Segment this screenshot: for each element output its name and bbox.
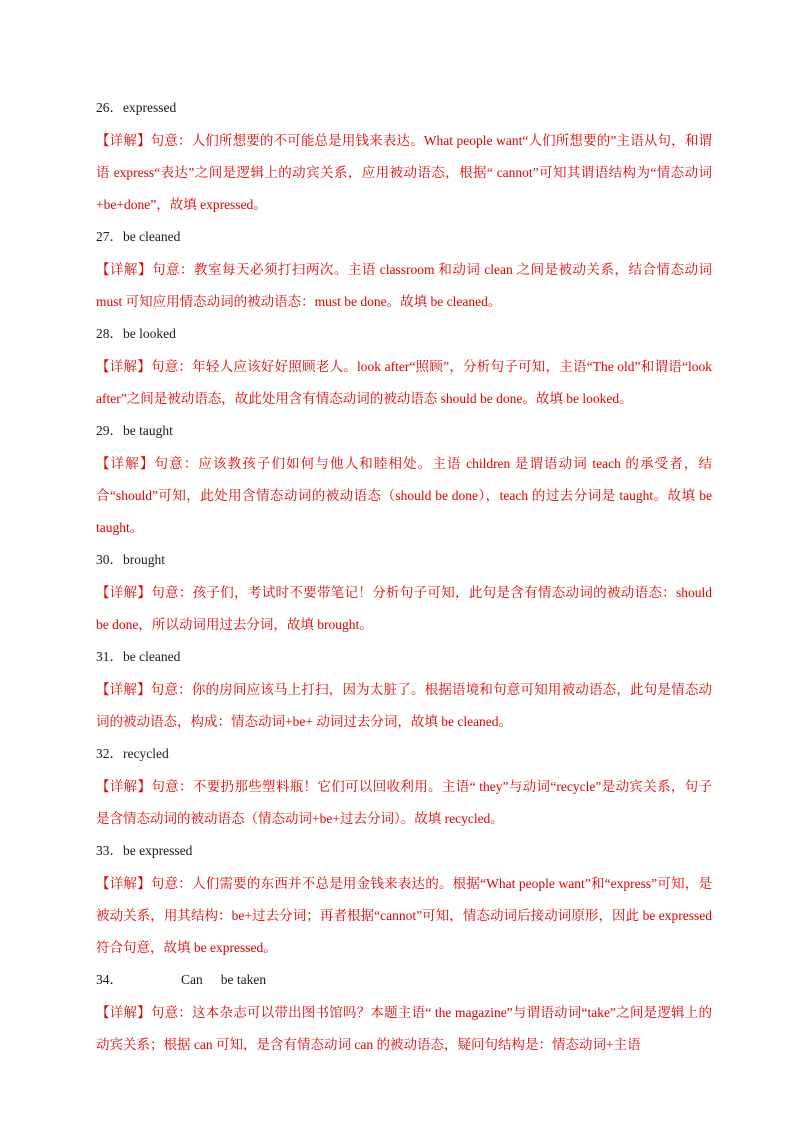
detail-tag: 【详解】 bbox=[96, 585, 152, 600]
detail-tag: 【详解】 bbox=[96, 1005, 151, 1020]
detail-33 bbox=[96, 868, 712, 964]
detail-text: 句意：应该教孩子们如何与他人和睦相处。主语 children 是谓语动词 teach 的承受者，结合“should”可知，此处用含情态动词的被动语态（should be done），teach 的过去分词是 taught。故填 be taught。 bbox=[96, 456, 712, 535]
answer-30: 30．brought bbox=[96, 552, 165, 567]
entry-31 bbox=[96, 643, 712, 738]
detail-tag: 【详解】 bbox=[96, 876, 151, 891]
entry-34 bbox=[96, 966, 712, 1061]
detail-tag: 【详解】 bbox=[96, 682, 151, 697]
detail-tag: 【详解】 bbox=[96, 456, 155, 471]
answer-part-b: be taken bbox=[220, 972, 267, 987]
detail-34 bbox=[96, 997, 712, 1061]
detail-32 bbox=[96, 771, 712, 835]
entry-26 bbox=[96, 94, 712, 221]
entry-28 bbox=[96, 320, 712, 415]
answer-27: 27．be cleaned bbox=[96, 229, 181, 244]
entry-29 bbox=[96, 417, 712, 544]
detail-31 bbox=[96, 674, 712, 738]
answer-part-a: Can bbox=[181, 972, 203, 987]
detail-tag: 【详解】 bbox=[96, 359, 151, 374]
answer-key-page bbox=[96, 94, 712, 1063]
entry-33 bbox=[96, 837, 712, 964]
answer-26: 26．expressed bbox=[96, 100, 177, 115]
answer-34 bbox=[96, 966, 712, 993]
detail-29 bbox=[96, 448, 712, 544]
answer-28: 28．be looked bbox=[96, 326, 176, 341]
detail-text: 句意：教室每天必须打扫两次。主语 classroom 和动词 clean 之间是被动关系，结合情态动词 must 可知应用情态动词的被动语态：must be done。故填 be cleaned。 bbox=[96, 262, 713, 309]
detail-30 bbox=[96, 577, 712, 641]
detail-tag: 【详解】 bbox=[96, 779, 152, 794]
detail-26 bbox=[96, 125, 712, 221]
detail-tag: 【详解】 bbox=[96, 262, 152, 277]
answer-31: 31．be cleaned bbox=[96, 649, 181, 664]
answer-29: 29．be taught bbox=[96, 423, 173, 438]
detail-text: 句意：人们所想要的不可能总是用钱来表达。What people want“人们所想要的”主语从句，和谓语 express“表达”之间是逻辑上的动宾关系，应用被动语态，根据“ cannot”可知其谓语结构为“情态动词+be+done”，故填 expressed。 bbox=[96, 133, 713, 212]
detail-text: 句意：这本杂志可以带出图书馆吗？本题主语“ the magazine”与谓语动词“take”之间是逻辑上的动宾关系；根据 can 可知，是含有情态动词 can 的被动语态，疑问句结构是：情态动词+主语 bbox=[96, 1005, 713, 1052]
entry-27 bbox=[96, 223, 712, 318]
detail-text: 句意：你的房间应该马上打扫，因为太脏了。根据语境和句意可知用被动语态，此句是情态动词的被动语态，构成：情态动词+be+ 动词过去分词，故填 be cleaned。 bbox=[96, 682, 713, 729]
answer-number: 34． bbox=[96, 972, 123, 987]
answer-32: 32．recycled bbox=[96, 746, 169, 761]
detail-tag: 【详解】 bbox=[96, 133, 151, 148]
detail-text: 句意：孩子们，考试时不要带笔记！分析句子可知，此句是含有情态动词的被动语态：should be done，所以动词用过去分词，故填 brought。 bbox=[96, 585, 713, 632]
detail-text: 句意：人们需要的东西并不总是用金钱来表达的。根据“What people want”和“express”可知，是被动关系，用其结构：be+过去分词；再者根据“cannot”可知，情态动词后接动词原形，因此 be expressed 符合句意，故填 be expressed。 bbox=[96, 876, 712, 955]
detail-28 bbox=[96, 351, 712, 415]
detail-text: 句意：年轻人应该好好照顾老人。look after“照顾”，分析句子可知，主语“The old”和谓语“look after”之间是被动语态，故此处用含有情态动词的被动语态 should be done。故填 be looked。 bbox=[96, 359, 713, 406]
answer-33: 33．be expressed bbox=[96, 843, 193, 858]
detail-text: 句意：不要扔那些塑料瓶！它们可以回收利用。主语“ they”与动词“recycle”是动宾关系，句子是含情态动词的被动语态（情态动词+be+过去分词）。故填 recycled。 bbox=[96, 779, 712, 826]
entry-30 bbox=[96, 546, 712, 641]
detail-27 bbox=[96, 254, 712, 318]
entry-32 bbox=[96, 740, 712, 835]
